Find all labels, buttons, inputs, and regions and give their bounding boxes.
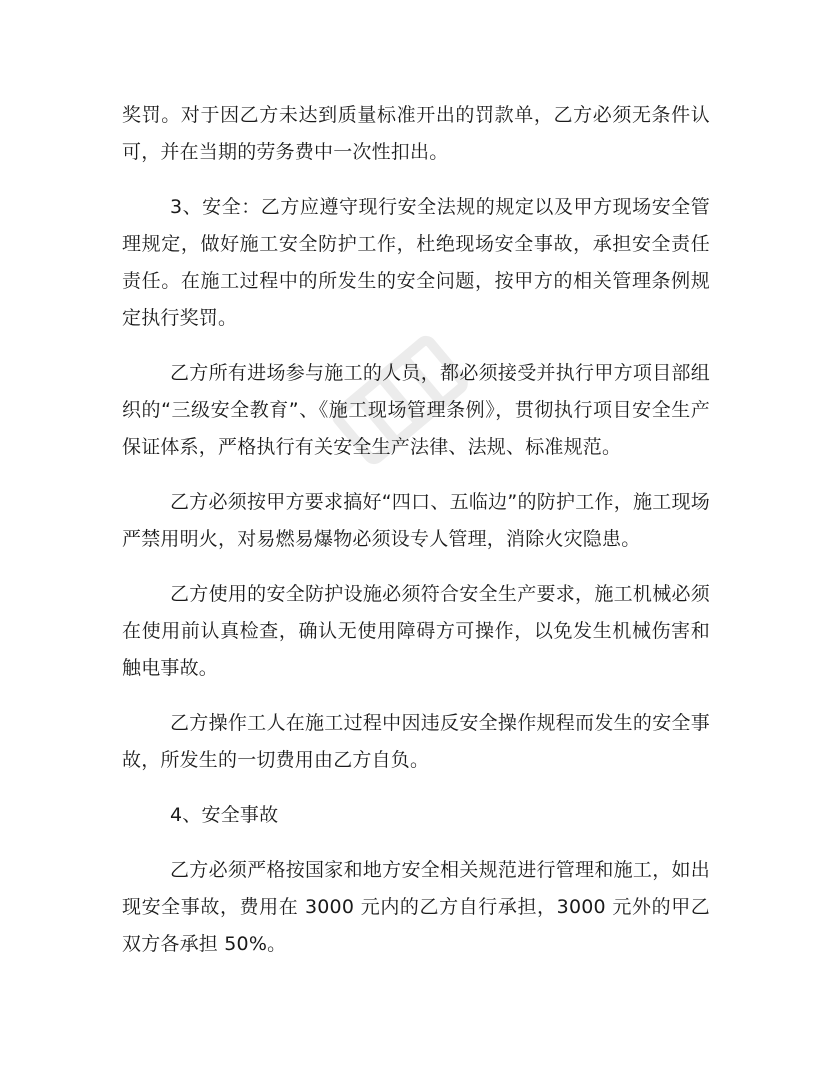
paragraph-fire-protection: 乙方必须按甲方要求搞好“四口、五临边”的防护工作，施工现场严禁用明火，对易燃易爆物必须设专人管理，消除火灾隐患。 — [122, 491, 710, 550]
paragraph-accident-cost: 乙方必须严格按国家和地方安全相关规范进行管理和施工，如出现安全事故，费用在 3000 元内的乙方自行承担，3000 元外的甲乙双方各承担 50%。 — [122, 859, 710, 955]
paragraph-worker-liability: 乙方操作工人在施工过程中因违反安全操作规程而发生的安全事故，所发生的一切费用由乙方自负。 — [122, 712, 710, 771]
paragraph-penalty: 奖罚。对于因乙方未达到质量标准开出的罚款单，乙方必须无条件认可，并在当期的劳务费中一次性扣出。 — [122, 104, 710, 163]
paragraph-safety-education: 乙方所有进场参与施工的人员，都必须接受并执行甲方项目部组织的“三级安全教育”、《施工现场管理条例》，贯彻执行项目安全生产保证体系，严格执行有关安全生产法律、法规、标准规范。 — [122, 362, 710, 458]
document-body — [122, 97, 710, 981]
paragraph-equipment-check: 乙方使用的安全防护设施必须符合安全生产要求，施工机械必须在使用前认真检查，确认无使用障碍方可操作，以免发生机械伤害和触电事故。 — [122, 583, 710, 679]
section-heading-accident: 4、安全事故 — [170, 804, 279, 826]
paragraph-safety-heading: 3、安全：乙方应遵守现行安全法规的规定以及甲方现场安全管理规定，做好施工安全防护工作，杜绝现场安全事故，承担安全责任责任。在施工过程中的所发生的安全问题，按甲方的相关管理条例规定执行奖罚。 — [122, 196, 710, 329]
